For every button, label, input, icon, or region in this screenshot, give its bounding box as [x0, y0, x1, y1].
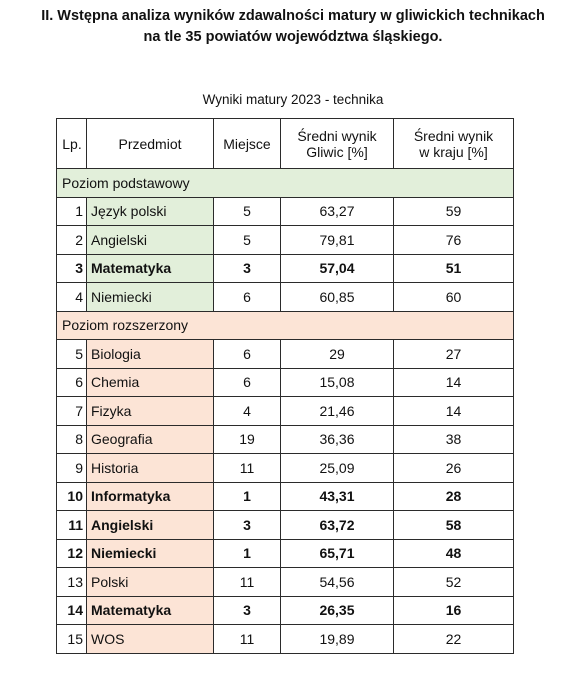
header-gliwice: [281, 119, 394, 169]
cell-gliwice-score: 60,85: [281, 283, 394, 312]
table-row: [57, 425, 514, 454]
document-heading: [0, 6, 586, 48]
cell-country-score: 28: [394, 482, 514, 511]
table-row: [57, 397, 514, 426]
header-place: Miejsce: [214, 119, 281, 169]
cell-country-score: 38: [394, 425, 514, 454]
cell-gliwice-score: 54,56: [281, 568, 394, 597]
cell-place: 4: [214, 397, 281, 426]
table-row: [57, 197, 514, 226]
cell-gliwice-score: 36,36: [281, 425, 394, 454]
cell-lp: 6: [57, 368, 87, 397]
cell-subject: Matematyka: [87, 254, 214, 283]
group-extended-row: [57, 311, 514, 340]
table-row: [57, 368, 514, 397]
cell-place: 11: [214, 568, 281, 597]
cell-subject: Biologia: [87, 340, 214, 369]
cell-gliwice-score: 25,09: [281, 454, 394, 483]
cell-gliwice-score: 21,46: [281, 397, 394, 426]
table-row: [57, 511, 514, 540]
cell-place: 11: [214, 625, 281, 654]
cell-country-score: 16: [394, 596, 514, 625]
cell-place: 5: [214, 197, 281, 226]
table-row: [57, 226, 514, 255]
table-row: [57, 568, 514, 597]
cell-country-score: 14: [394, 397, 514, 426]
table-row: [57, 254, 514, 283]
cell-country-score: 51: [394, 254, 514, 283]
cell-place: 11: [214, 454, 281, 483]
group-basic-row: [57, 169, 514, 198]
cell-lp: 15: [57, 625, 87, 654]
header-country-line-1: Średni wynik: [413, 127, 494, 144]
cell-subject: Historia: [87, 454, 214, 483]
header-gliwice-line-1: Średni wynik: [297, 127, 377, 144]
cell-lp: 13: [57, 568, 87, 597]
group-extended-row-label: Poziom rozszerzony: [57, 311, 514, 340]
cell-gliwice-score: 26,35: [281, 596, 394, 625]
cell-place: 6: [214, 368, 281, 397]
cell-gliwice-score: 63,27: [281, 197, 394, 226]
cell-lp: 4: [57, 283, 87, 312]
cell-lp: 12: [57, 539, 87, 568]
cell-gliwice-score: 79,81: [281, 226, 394, 255]
cell-subject: Angielski: [87, 226, 214, 255]
cell-place: 1: [214, 482, 281, 511]
cell-country-score: 22: [394, 625, 514, 654]
header-lp: Lp.: [57, 119, 87, 169]
cell-subject: Fizyka: [87, 397, 214, 426]
cell-gliwice-score: 43,31: [281, 482, 394, 511]
cell-place: 1: [214, 539, 281, 568]
cell-lp: 11: [57, 511, 87, 540]
header-country: [394, 119, 514, 169]
cell-subject: Informatyka: [87, 482, 214, 511]
cell-subject: Niemiecki: [87, 539, 214, 568]
cell-lp: 10: [57, 482, 87, 511]
cell-subject: Chemia: [87, 368, 214, 397]
header-gliwice-line-2: Gliwic [%]: [306, 143, 368, 160]
cell-lp: 1: [57, 197, 87, 226]
cell-place: 3: [214, 511, 281, 540]
cell-lp: 9: [57, 454, 87, 483]
cell-lp: 8: [57, 425, 87, 454]
heading-line-1: II. Wstępna analiza wyników zdawalności matury w gliwickich technikach: [41, 8, 545, 24]
cell-gliwice-score: 29: [281, 340, 394, 369]
cell-gliwice-score: 63,72: [281, 511, 394, 540]
cell-country-score: 59: [394, 197, 514, 226]
cell-subject: Polski: [87, 568, 214, 597]
cell-country-score: 60: [394, 283, 514, 312]
cell-country-score: 58: [394, 511, 514, 540]
cell-place: 3: [214, 254, 281, 283]
cell-lp: 14: [57, 596, 87, 625]
cell-subject: Angielski: [87, 511, 214, 540]
table-row: [57, 340, 514, 369]
heading-line-2: na tle 35 powiatów województwa śląskiego.: [143, 29, 443, 45]
table-row: [57, 482, 514, 511]
cell-lp: 2: [57, 226, 87, 255]
results-table: [56, 118, 514, 654]
table-row: [57, 283, 514, 312]
cell-place: 19: [214, 425, 281, 454]
cell-country-score: 27: [394, 340, 514, 369]
cell-gliwice-score: 57,04: [281, 254, 394, 283]
table-caption: Wyniki matury 2023 - technika: [202, 92, 384, 107]
cell-lp: 5: [57, 340, 87, 369]
cell-gliwice-score: 15,08: [281, 368, 394, 397]
cell-lp: 3: [57, 254, 87, 283]
table-row: [57, 539, 514, 568]
cell-country-score: 14: [394, 368, 514, 397]
cell-country-score: 76: [394, 226, 514, 255]
group-basic-row-label: Poziom podstawowy: [57, 169, 514, 198]
table-row: [57, 625, 514, 654]
cell-lp: 7: [57, 397, 87, 426]
cell-subject: WOS: [87, 625, 214, 654]
cell-gliwice-score: 19,89: [281, 625, 394, 654]
cell-gliwice-score: 65,71: [281, 539, 394, 568]
cell-place: 6: [214, 340, 281, 369]
table-row: [57, 596, 514, 625]
cell-place: 3: [214, 596, 281, 625]
header-row: [57, 119, 514, 169]
table-row: [57, 454, 514, 483]
cell-subject: Geografia: [87, 425, 214, 454]
cell-place: 5: [214, 226, 281, 255]
cell-subject: Matematyka: [87, 596, 214, 625]
cell-country-score: 26: [394, 454, 514, 483]
header-subject: Przedmiot: [87, 119, 214, 169]
header-country-line-2: w kraju [%]: [419, 143, 488, 160]
cell-subject: Język polski: [87, 197, 214, 226]
cell-country-score: 48: [394, 539, 514, 568]
cell-subject: Niemiecki: [87, 283, 214, 312]
cell-country-score: 52: [394, 568, 514, 597]
cell-place: 6: [214, 283, 281, 312]
